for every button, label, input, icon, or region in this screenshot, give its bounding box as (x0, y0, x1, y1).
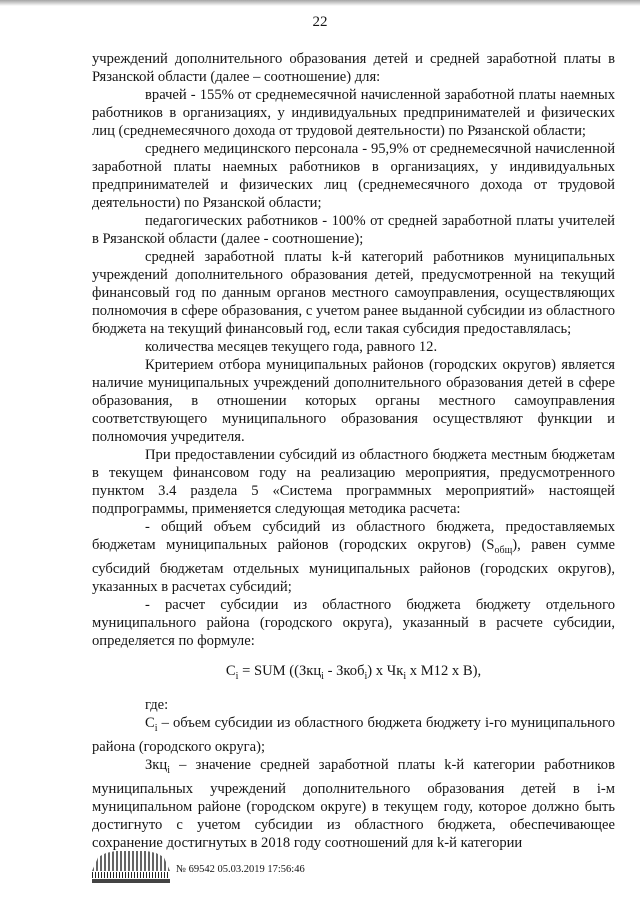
registry-stamp-icon (92, 851, 170, 883)
paragraph: средней заработной платы k-й категорий работников муниципальных учреждений дополнительного образования детей, предусмотренной на текущий финансовый год по данным органов местного самоуправления, осуществляющих полномочия в сфере образования, с учетом ранее выданной субсидии из областного бюджета на текущий финансовый год, если такая субсидия предоставлялась; (92, 249, 615, 337)
document-id: № 69542 05.03.2019 17:56:46 (176, 864, 305, 875)
paragraph (92, 518, 615, 596)
formula-symbol: C (225, 662, 236, 679)
subscript: общ (494, 544, 513, 556)
paragraph: количества месяцев текущего года, равного 12. (145, 339, 438, 355)
where-label: где: (145, 696, 169, 713)
subscript: i (403, 670, 407, 682)
footer (92, 849, 352, 889)
subscript: i (235, 670, 239, 682)
formula-part: - Зкоб (323, 662, 365, 679)
text-span: - общий объем субсидий из областного бюджета, предоставляемых бюджетам муниципальных районов (городских округов) (S (92, 519, 615, 553)
subscript: i (154, 722, 158, 734)
paragraph: педагогических работников - 100% от средней заработной платы учителей в Рязанской области (далее - соотношение); (92, 213, 615, 247)
formula-part: x M12 x B), (406, 662, 482, 679)
page-number: 22 (312, 14, 328, 30)
paragraph: среднего медицинского персонала - 95,9% от среднемесячной начисленной заработной платы наемных работников в организациях, у индивидуальных предпринимателей и физических лиц (среднемесячного дохода от трудовой деятельности) по Рязанской области; (92, 141, 615, 211)
paragraph: врачей - 155% от среднемесячной начисленной заработной платы наемных работников в организациях, у индивидуальных предпринимателей и физических лиц (среднемесячного дохода от трудовой деятельности) по Рязанской области; (92, 87, 615, 139)
paragraph: учреждений дополнительного образования детей и средней заработной платы в Рязанской области (далее – соотношение) для: (92, 51, 615, 85)
formula-symbol: Зкц (145, 756, 168, 773)
scan-edge (0, 0, 640, 6)
paragraph: При предоставлении субсидий из областного бюджета местным бюджетам в текущем финансовом году на реализацию мероприятия, предусмотренного пунктом 3.4 раздела 5 «Система программных мероприятий» настоящей подпрограммы, применяется следующая методика расчета: (92, 447, 615, 517)
paragraph: - расчет субсидии из областного бюджета бюджету отдельного муниципального района (городского округа), указанный в расчете субсидии, определяется по формуле: (92, 596, 615, 649)
subscript: i (321, 670, 324, 682)
paragraph: Критерием отбора муниципальных районов (городских округов) является наличие муниципальных учреждений дополнительного образования детей в сфере образования, в отношении которых органы местного самоуправления соответствующего муниципального образования осуществляют функции и полномочия учредителя. (92, 357, 615, 445)
text-span: – объем субсидии из областного бюджета бюджету i-го муниципального района (городского округа); (92, 714, 615, 755)
subscript: i (167, 764, 170, 776)
formula-part: ) x Чк (367, 662, 404, 679)
formula-part: = SUM ((Зкц (238, 662, 322, 679)
formula (92, 662, 615, 686)
text-span: ), равен сумме субсидий бюджетам отдельных муниципальных районов (городских округов), указанных в расчетах субсидий; (92, 537, 615, 595)
formula-symbol: C (145, 714, 155, 731)
paragraph (92, 756, 615, 852)
paragraph (92, 714, 615, 756)
text-span: – значение средней заработной платы k-й категории работников муниципальных учреждений дополнительного образования детей в i-м муниципальном районе (городском округе) в текущем году, которое должно быть достигнуто с учетом субсидии из областного бюджета, обеспечивающее сохранение достигнутых в 2018 году соотношений для k-й категории (92, 756, 615, 851)
document-body (92, 50, 615, 852)
subscript: i (364, 670, 368, 682)
